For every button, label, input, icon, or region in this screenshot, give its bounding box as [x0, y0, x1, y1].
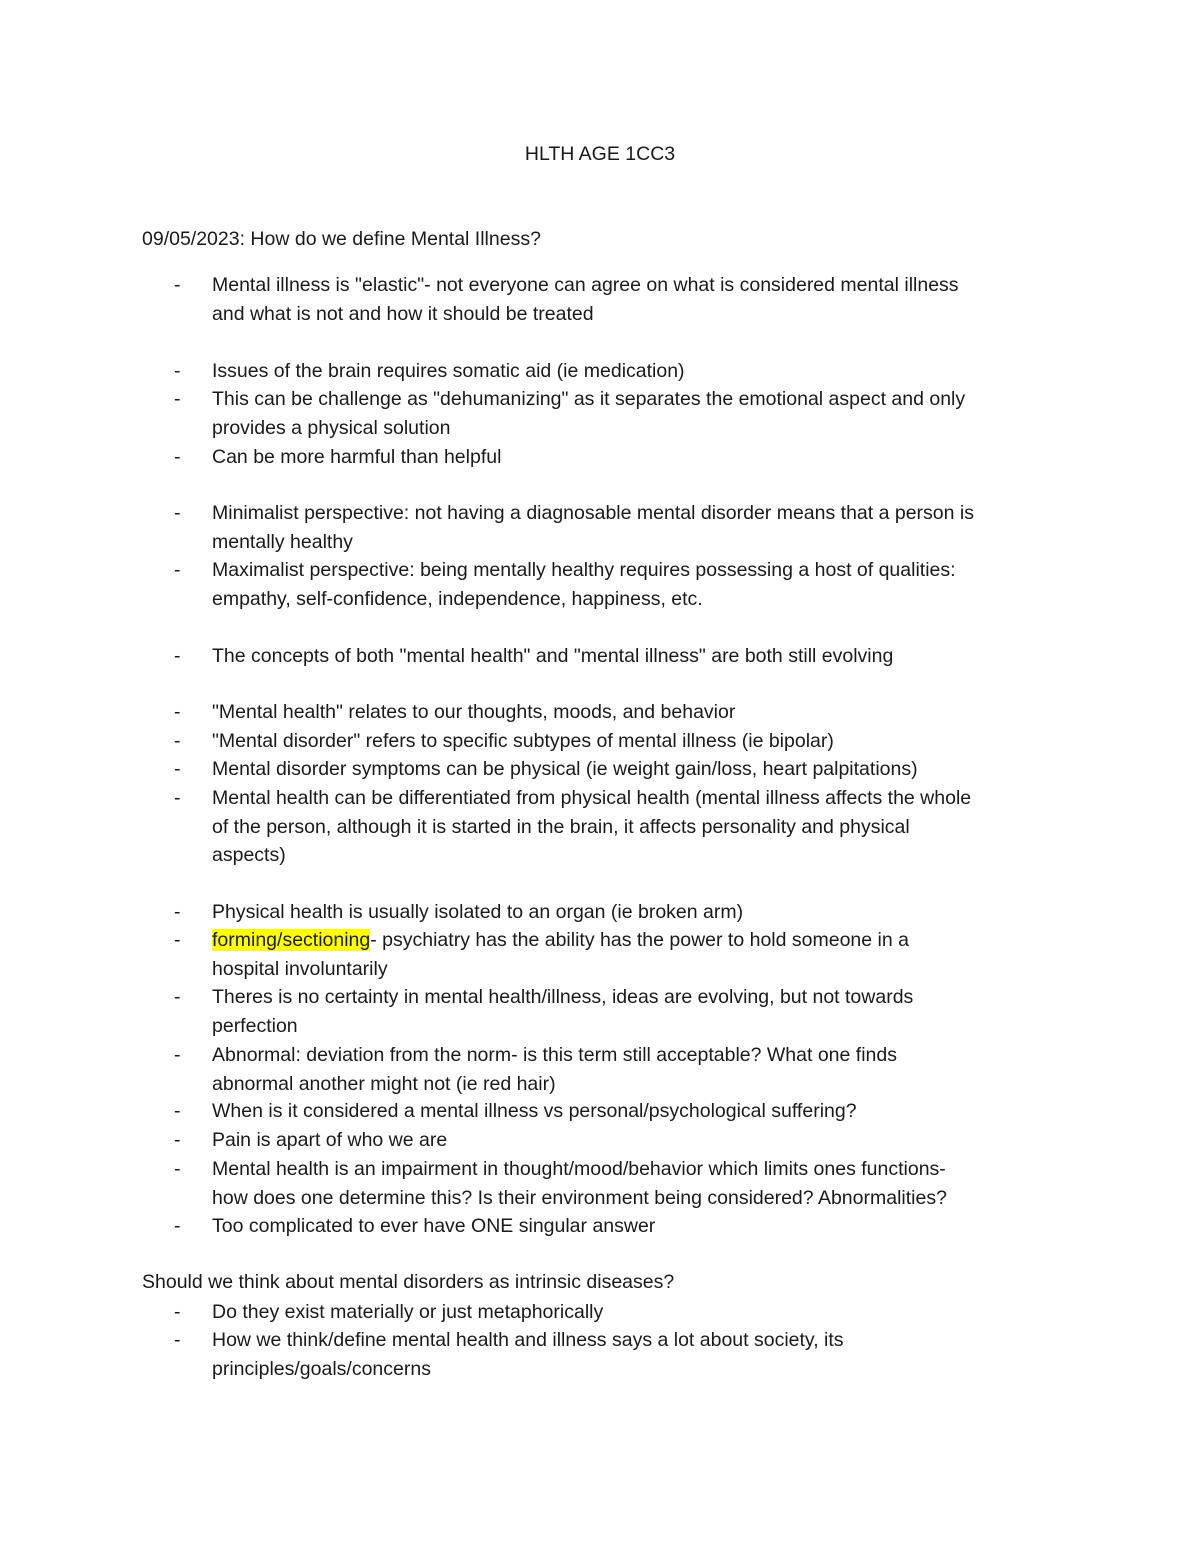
- bullet-dash: -: [174, 1158, 181, 1180]
- list-item-line: Mental illness is "elastic"- not everyone can agree on what is considered mental illness: [212, 274, 959, 296]
- list-item: [142, 1097, 1082, 1126]
- list-item-line: "Mental disorder" refers to specific subtypes of mental illness (ie bipolar): [212, 730, 834, 752]
- list-item-line: and what is not and how it should be treated: [212, 302, 594, 325]
- list-item-line: principles/goals/concerns: [212, 1357, 431, 1380]
- bullet-dash: -: [174, 701, 181, 723]
- list-item-text: [212, 1298, 1062, 1327]
- bullet-dash: -: [174, 1129, 181, 1151]
- list-item-text: [212, 1212, 1062, 1241]
- list-item: [142, 926, 1082, 983]
- list-item-text: [212, 1326, 1062, 1383]
- list-item-text: [212, 642, 1062, 671]
- bullet-dash: -: [174, 758, 181, 780]
- list-item-line: Can be more harmful than helpful: [212, 446, 502, 468]
- bullet-dash: -: [174, 1044, 181, 1066]
- list-item: [142, 1298, 1082, 1327]
- list-item-text: [212, 357, 1062, 386]
- list-item-line: Abnormal: deviation from the norm- is this term still acceptable? What one finds: [212, 1044, 897, 1066]
- list-item: [142, 385, 1082, 442]
- list-item-text: [212, 271, 1062, 328]
- list-item-line-rest: - psychiatry has the ability has the power to hold someone in a: [370, 929, 909, 951]
- list-item-text: [212, 1155, 1062, 1212]
- list-item-line: abnormal another might not (ie red hair): [212, 1072, 556, 1095]
- list-item-line: Pain is apart of who we are: [212, 1129, 448, 1151]
- list-item-line: Issues of the brain requires somatic aid (ie medication): [212, 360, 685, 382]
- bullet-dash: -: [174, 1301, 181, 1323]
- list-item: [142, 556, 1082, 613]
- list-item-line: aspects): [212, 844, 286, 866]
- list-item-text: [212, 1041, 1062, 1098]
- list-item-text: [212, 443, 1062, 472]
- highlighted-term: forming/sectioning: [212, 929, 371, 951]
- list-item-text: [212, 556, 1062, 613]
- list-item-text: [212, 898, 1062, 927]
- list-item-line: Physical health is usually isolated to an organ (ie broken arm): [212, 901, 744, 923]
- list-item: [142, 499, 1082, 556]
- list-item-line: mentally healthy: [212, 530, 353, 553]
- list-item-line: provides a physical solution: [212, 416, 451, 439]
- list-item-line: Theres is no certainty in mental health/illness, ideas are evolving, but not towards: [212, 986, 914, 1008]
- list-item-line: Do they exist materially or just metaphorically: [212, 1301, 604, 1323]
- section-heading-definition: 09/05/2023: How do we define Mental Illness?: [142, 228, 541, 250]
- bullet-dash: -: [174, 502, 181, 524]
- bullet-dash: -: [174, 1100, 181, 1122]
- list-item-line: Maximalist perspective: being mentally healthy requires possessing a host of qualities:: [212, 559, 956, 581]
- list-item-line: Mental health can be differentiated from physical health (mental illness affects the whole: [212, 787, 972, 809]
- list-item: [142, 755, 1082, 784]
- list-item: [142, 727, 1082, 756]
- list-item-text: [212, 983, 1062, 1040]
- bullet-dash: -: [174, 986, 181, 1008]
- list-item-line: perfection: [212, 1014, 298, 1037]
- list-item: [142, 784, 1082, 870]
- bullet-dash: -: [174, 929, 181, 951]
- bullet-dash: -: [174, 388, 181, 410]
- list-item: [142, 443, 1082, 472]
- list-item-line: This can be challenge as "dehumanizing" as it separates the emotional aspect and only: [212, 388, 966, 410]
- list-item-line: Mental disorder symptoms can be physical (ie weight gain/loss, heart palpitations): [212, 758, 918, 780]
- list-item-line: When is it considered a mental illness vs personal/psychological suffering?: [212, 1100, 857, 1122]
- bullet-dash: -: [174, 274, 181, 296]
- bullet-dash: -: [174, 901, 181, 923]
- bullet-dash: -: [174, 787, 181, 809]
- list-item-text: [212, 784, 1062, 870]
- list-item: [142, 1212, 1082, 1241]
- list-item-line: empathy, self-confidence, independence, happiness, etc.: [212, 587, 703, 610]
- list-item: [142, 357, 1082, 386]
- list-item-text: [212, 755, 1062, 784]
- bullet-dash: -: [174, 446, 181, 468]
- list-item: [142, 1126, 1082, 1155]
- list-item: [142, 1326, 1082, 1383]
- list-item: [142, 642, 1082, 671]
- list-item-text: [212, 385, 1062, 442]
- list-item-text: [212, 499, 1062, 556]
- list-item-line: how does one determine this? Is their environment being considered? Abnormalities?: [212, 1186, 947, 1209]
- bullet-dash: -: [174, 559, 181, 581]
- list-item-line: "Mental health" relates to our thoughts, moods, and behavior: [212, 701, 736, 723]
- bullet-dash: -: [174, 730, 181, 752]
- list-item: [142, 898, 1082, 927]
- list-item: [142, 698, 1082, 727]
- list-item-line: [212, 926, 1062, 955]
- list-item: [142, 1041, 1082, 1098]
- list-item: [142, 271, 1082, 328]
- list-item-line: Minimalist perspective: not having a diagnosable mental disorder means that a person is: [212, 502, 974, 524]
- list-item-text: [212, 727, 1062, 756]
- bullet-dash: -: [174, 1329, 181, 1351]
- list-item-line: of the person, although it is started in the brain, it affects personality and physical: [212, 815, 910, 838]
- list-item-line: How we think/define mental health and illness says a lot about society, its: [212, 1329, 844, 1351]
- document-title: HLTH AGE 1CC3: [524, 143, 676, 165]
- list-item-line: The concepts of both "mental health" and "mental illness" are both still evolving: [212, 645, 894, 667]
- list-item-text: [212, 1097, 1062, 1126]
- list-item-line: Too complicated to ever have ONE singular answer: [212, 1215, 656, 1237]
- list-item-text: [212, 1126, 1062, 1155]
- bullet-dash: -: [174, 360, 181, 382]
- section-heading-intrinsic-diseases: Should we think about mental disorders as intrinsic diseases?: [142, 1271, 675, 1293]
- list-item-text: [212, 698, 1062, 727]
- list-item-line: Mental health is an impairment in thought/mood/behavior which limits ones functions-: [212, 1158, 946, 1180]
- list-item: [142, 983, 1082, 1040]
- list-item-text: [212, 926, 1062, 983]
- list-item: [142, 1155, 1082, 1212]
- bullet-dash: -: [174, 645, 181, 667]
- bullet-dash: -: [174, 1215, 181, 1237]
- list-item-line: hospital involuntarily: [212, 957, 388, 980]
